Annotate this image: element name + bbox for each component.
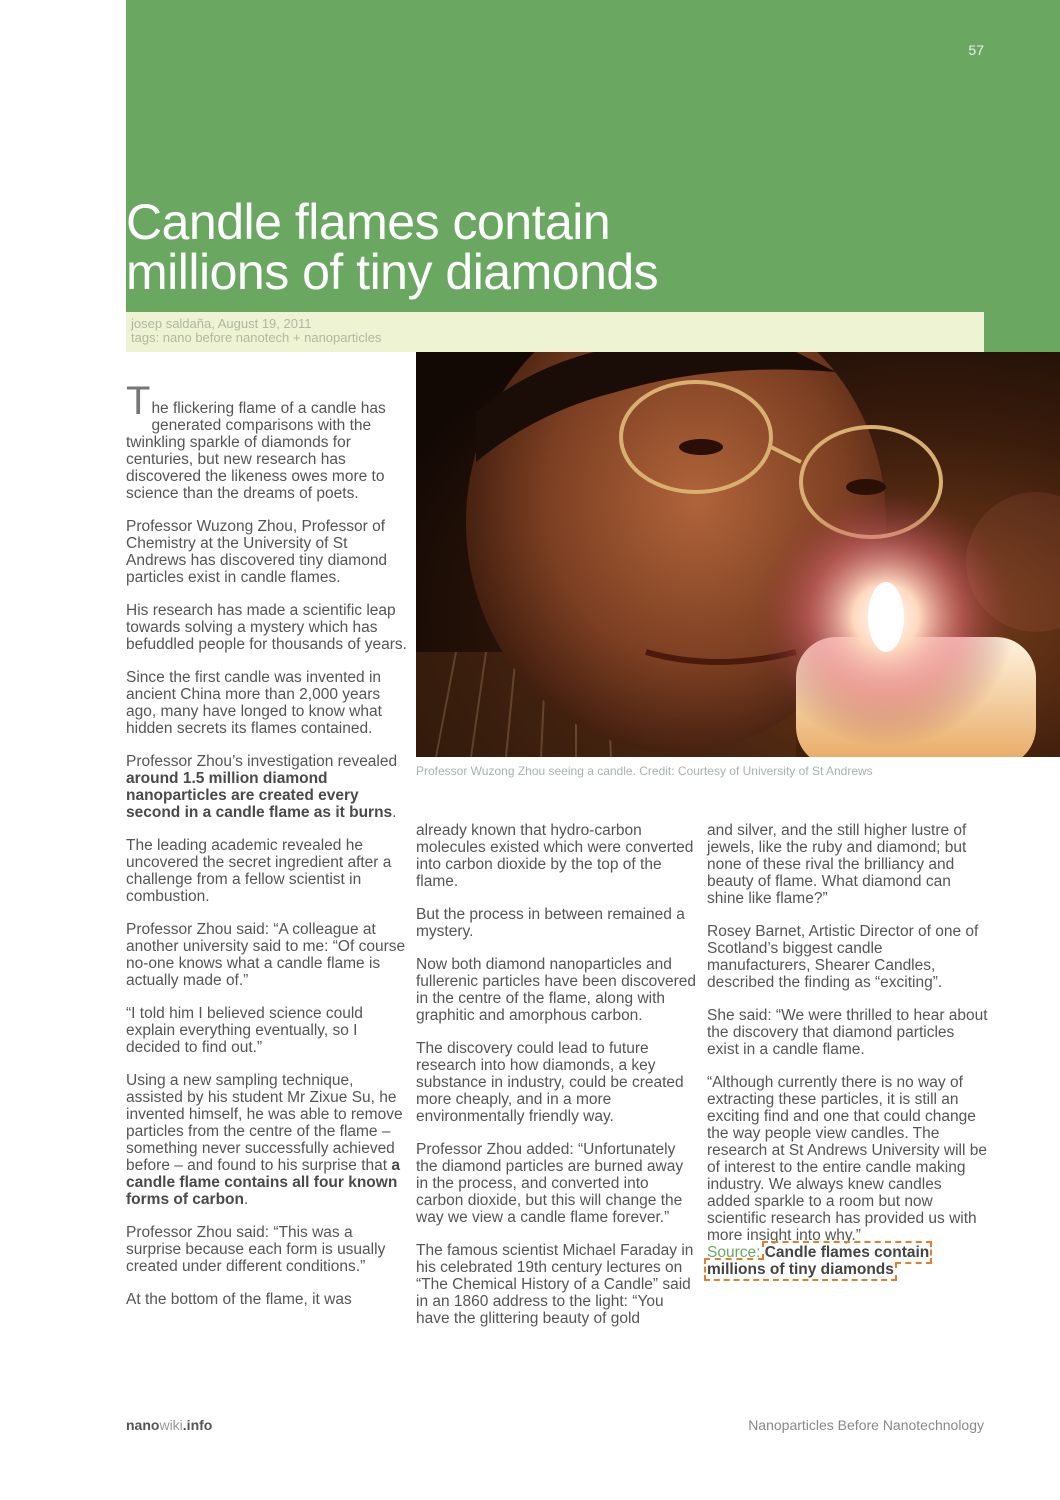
footer-section-title: Nanoparticles Before Nanotechnology — [748, 1417, 984, 1433]
paragraph: Professor Zhou said: “A colleague at another university said to me: “Of course no-one knows what a candle flame is actually made of.” — [126, 921, 406, 989]
footer-brand[interactable] — [126, 1417, 212, 1433]
paragraph: Professor Wuzong Zhou, Professor of Chemistry at the University of St Andrews has discovered tiny diamond particles exist in candle flames. — [126, 518, 388, 586]
paragraph-text: . — [243, 1191, 249, 1208]
paragraph: But the process in between remained a mystery. — [416, 906, 685, 940]
title-line-2: millions of tiny diamonds — [126, 244, 659, 300]
column-1 — [126, 379, 408, 1324]
drop-cap: T — [126, 379, 151, 423]
meta-band — [126, 312, 984, 352]
paragraph: Professor Zhou said: “This was a surprise because each form is usually created under different conditions.” — [126, 1224, 386, 1275]
column-3 — [707, 822, 989, 1278]
highlight-text: around 1.5 million diamond nanoparticles are created every second in a candle flame as it burns — [126, 770, 393, 821]
paragraph — [126, 379, 408, 502]
photo-caption: Professor Wuzong Zhou seeing a candle. Credit: Courtesy of University of St Andrews — [416, 764, 873, 778]
paragraph-text: . — [392, 804, 397, 821]
highlight-text: a candle flame contains all four known forms of carbon — [126, 1157, 401, 1208]
column-2 — [416, 822, 698, 1343]
paragraph — [707, 1074, 989, 1278]
paragraph: The leading academic revealed he uncovered the secret ingredient after a challenge from a fellow scientist in combustion. — [126, 837, 392, 905]
source-link[interactable]: Candle flames contain millions of tiny diamonds — [707, 1244, 930, 1278]
paragraph: She said: “We were thrilled to hear about the discovery that diamond particles exist in a candle flame. — [707, 1007, 988, 1058]
byline: josep saldaña, August 19, 2011 — [131, 316, 312, 331]
paragraph: Professor Zhou added: “Unfortunately the diamond particles are burned away in the process, and converted into carbon dioxide, but this will change the way we view a candle flame forever.” — [416, 1141, 684, 1226]
paragraph: Since the first candle was invented in ancient China more than 2,000 years ago, many have longed to know what hidden secrets its flames contained. — [126, 669, 382, 737]
source-label: Source: — [707, 1244, 765, 1261]
candle-portrait-illustration — [416, 352, 1060, 757]
paragraph-text: “Although currently there is no way of extracting these particles, it is still an exciting find and one that could change the way people view candles. The research at St Andrews University will be of interest to the entire candle making industry. We always knew candles added sparkle to a room but now scientific research has provided us with more insight into why.” — [707, 1074, 987, 1244]
brand-part: .info — [182, 1417, 213, 1433]
paragraph — [126, 753, 408, 821]
paragraph: “I told him I believed science could explain everything eventually, so I decided to find out.” — [126, 1005, 363, 1056]
article-photo — [416, 352, 1060, 757]
tags: tags: nano before nanotech + nanoparticles — [131, 330, 382, 345]
brand-part: wiki — [159, 1417, 183, 1433]
paragraph-text: he flickering flame of a candle has generated comparisons with the twinkling sparkle of diamonds for centuries, but new research has discovered the likeness owes more to science than the dreams of poets. — [126, 400, 386, 502]
paragraph: Rosey Barnet, Artistic Director of one of Scotland’s biggest candle manufacturers, Shearer Candles, described the finding as “exciting”. — [707, 923, 979, 991]
paragraph: His research has made a scientific leap towards solving a mystery which has befuddled people for thousands of years. — [126, 602, 407, 653]
paragraph: and silver, and the still higher lustre of jewels, like the ruby and diamond; but none of these rival the brilliancy and beauty of flame. What diamond can shine like flame?” — [707, 822, 967, 907]
paragraph: Now both diamond nanoparticles and fullerenic particles have been discovered in the centre of the flame, along with graphitic and amorphous carbon. — [416, 956, 697, 1024]
paragraph: At the bottom of the flame, it was — [126, 1291, 352, 1308]
paragraph: already known that hydro-carbon molecules existed which were converted into carbon dioxide by the top of the flame. — [416, 822, 694, 890]
paragraph — [126, 1072, 408, 1208]
brand-part: nano — [126, 1417, 160, 1433]
page-number: 57 — [968, 42, 984, 58]
paragraph: The famous scientist Michael Faraday in his celebrated 19th century lectures on “The Chemical History of a Candle” said in an 1860 address to the light: “You have the glittering beauty of gold — [416, 1242, 694, 1327]
paragraph-text: Using a new sampling technique, assisted by his student Mr Zixue Su, he invented himself, he was able to remove particles from the centre of the flame – something never successfully achieved before – and found to his surprise that — [126, 1072, 403, 1174]
paragraph: The discovery could lead to future research into how diamonds, a key substance in industry, could be created more cheaply, and in a more environmentally friendly way. — [416, 1040, 684, 1125]
paragraph-text: Professor Zhou’s investigation revealed — [126, 753, 398, 770]
article-title — [126, 194, 659, 300]
title-line-1: Candle flames contain — [126, 194, 611, 250]
